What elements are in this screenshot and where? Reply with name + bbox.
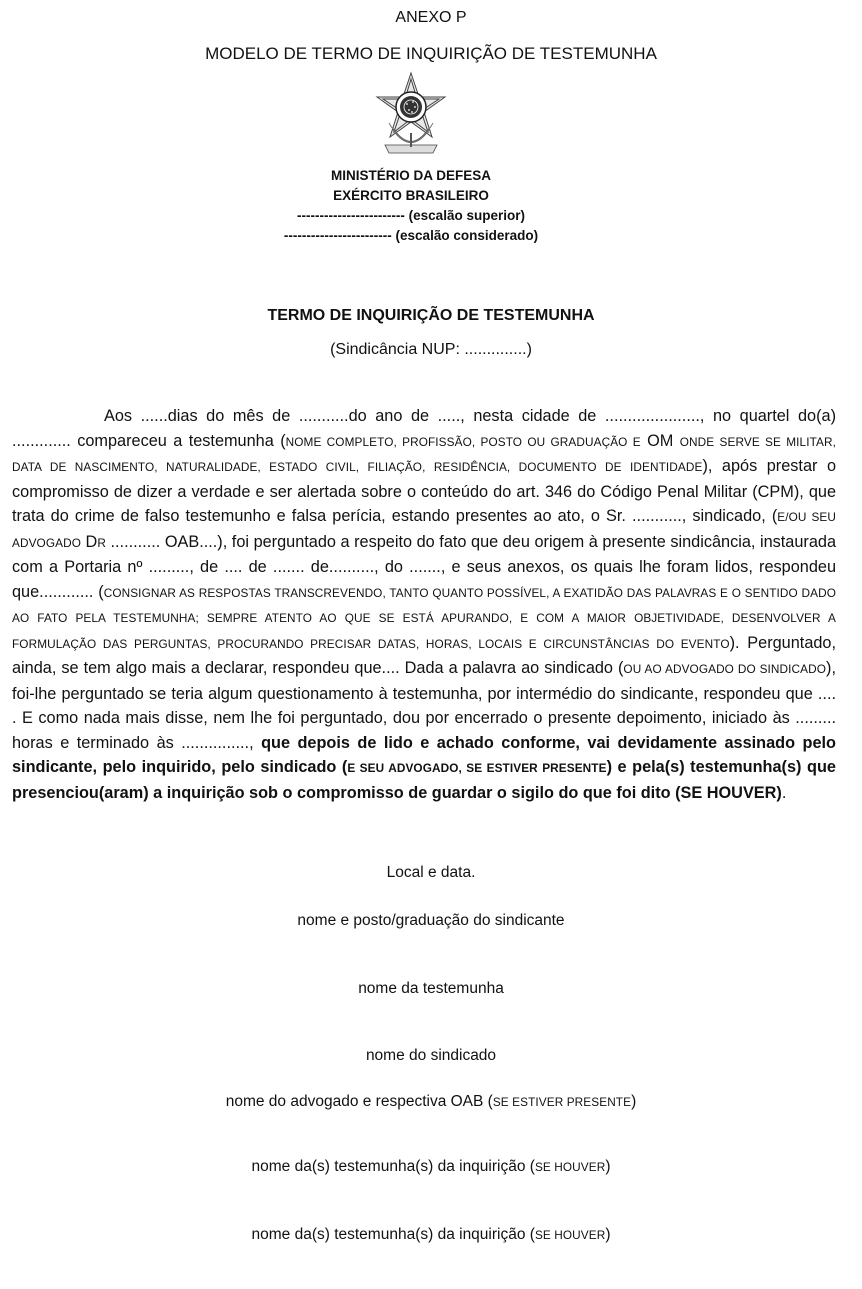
body-text: ), foi-lhe perguntado se teria algum questionamento à testemunha, por intermédio do sindicante, respondeu que .... . E como nada mais disse, nem lhe foi perguntado, dou por encerrado o presente depoimento, iniciado às ......... horas e terminado às ..............., [12,659,836,752]
signature-sindicado: nome do sindicado [365,1047,497,1064]
ministry-label: MINISTÉRIO DA DEFESA [330,168,491,183]
body-bold: que depois de lido e achado conforme, vai devidamente assinado pelo sindicante, pelo inquirido, pelo sindicado ( [12,733,836,776]
signature-text: nome da(s) testemunha(s) da inquirição ( [251,1158,535,1175]
body-text: ........... OAB....), foi perguntado a respeito do fato que deu origem à presente sindicância, instaurada com a Portaria nº ........., de .... de ....... de.........., do ......., e seus anexos, os quais lhe foram lidos, respondeu que............ ( [12,532,837,601]
body-smallcaps: ONDE SERVE SE MILITAR, DATA DE NASCIMENTO, NATURALIDADE, ESTADO CIVIL, FILIAÇÃO, RESIDÊNCIA, DOCUMENTO DE IDENTIDADE [12,434,836,474]
signature-text: nome do advogado e respectiva OAB ( [225,1093,493,1110]
nup-line: (Sindicância NUP: ..............) [330,341,532,358]
signature-smallcaps: SE HOUVER [534,1160,606,1174]
signature-testemunha: nome da testemunha [358,980,504,997]
signature-smallcaps: SE HOUVER [534,1228,606,1242]
term-title: TERMO DE INQUIRIÇÃO DE TESTEMUNHA [267,307,595,324]
annex-label: ANEXO P [395,9,467,26]
term-body [12,404,836,805]
place-date: Local e data. [386,864,476,881]
body-bold-smallcaps: E SEU ADVOGADO, SE ESTIVER PRESENTE [347,761,607,775]
signature-text: ) [605,1158,611,1175]
body-text: Aos ......dias do mês de ...........do ano de ....., nesta cidade de ....................., no quartel do(a) ............. compareceu a testemunha ( [12,407,836,450]
signature-testemunha-inquiricao-2 [0,1226,862,1244]
brazil-coat-of-arms-icon [371,71,451,163]
signature-text: ) [631,1093,637,1110]
body-smallcaps: E/OU SEU ADVOGADO [12,510,836,550]
army-label: EXÉRCITO BRASILEIRO [333,188,489,203]
body-smallcaps: NOME COMPLETO, PROFISSÃO, POSTO OU GRADUAÇÃO E [285,434,641,449]
echelon-considered: ------------------------ (escalão considerado) [283,228,539,243]
signature-testemunha-inquiricao-1 [0,1158,862,1176]
signature-smallcaps: SE ESTIVER PRESENTE [492,1095,632,1109]
body-smallcaps: CONSIGNAR AS RESPOSTAS TRANSCREVENDO, TANTO QUANTO POSSÍVEL, A EXATIDÃO DAS PALAVRAS E O SENTIDO DADO AO FATO PELA TESTEMUNHA; SEMPRE ATENTO AO QUE SE ESTÁ APURANDO, E COM A MAIOR OBJETIVIDADE, DESENVOLVER A FORMULAÇÃO DAS PERGUNTAS, PROCURANDO PRECISAR DATAS, HORAS, LOCAIS E CIRCUNSTÂNCIAS DO EVENTO [12,585,836,651]
signature-text: ) [605,1226,611,1243]
body-text: ). Perguntado, ainda, se tem algo mais a declarar, respondeu que.... Dada a palavra ao sindicado ( [12,633,837,677]
body-text: . [781,783,787,802]
body-smallcaps: OU AO ADVOGADO DO SINDICADO [623,662,827,676]
model-title: MODELO DE TERMO DE INQUIRIÇÃO DE TESTEMUNHA [205,44,657,63]
body-text: OM [640,431,680,450]
body-bold: ) e pela(s) testemunha(s) que presenciou(aram) a inquirição sob o compromisso de guardar o sigilo do que foi dito (SE HOUVER) [12,758,836,802]
signature-text: nome da(s) testemunha(s) da inquirição ( [251,1226,535,1243]
echelon-superior: ------------------------ (escalão superior) [297,208,525,223]
body-text: D [80,532,98,551]
body-smallcaps: R [97,535,106,550]
signature-advogado [0,1093,862,1111]
signature-sindicante: nome e posto/graduação do sindicante [297,912,565,929]
body-text: ), após prestar o compromisso de dizer a verdade e ser alertada sobre o conteúdo do art. 346 do Código Penal Militar (CPM), que trata do crime de falso testemunho e falsa perícia, estando presentes ao ato, o Sr. ..........., sindicado, ( [12,457,836,525]
